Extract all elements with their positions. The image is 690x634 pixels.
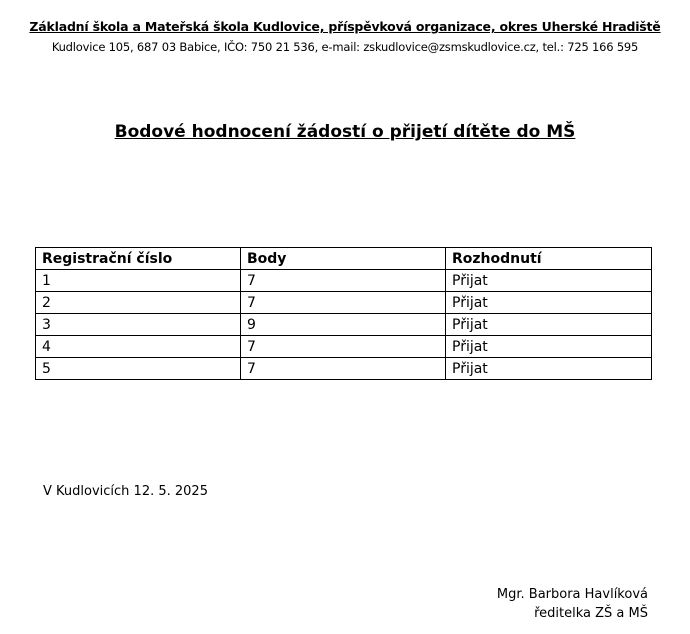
column-header-registration-number: Registrační číslo [36,248,241,270]
points-cell: 9 [241,314,446,336]
table-header-row [36,248,652,270]
school-name: Základní škola a Mateřská škola Kudlovice, příspěvková organizace, okres Uherské Hradiště [29,19,661,34]
column-header-points: Body [241,248,446,270]
school-contact-line: Kudlovice 105, 687 03 Babice, IČO: 750 21 536, e-mail: zskudlovice@zsmskudlovice.cz, tel.: 725 166 595 [51,40,639,54]
table-row [36,314,652,336]
table-row [36,336,652,358]
registration-number-cell: 5 [36,358,241,380]
decision-cell: Přijat [446,270,652,292]
points-cell: 7 [241,358,446,380]
registration-number-cell: 2 [36,292,241,314]
table-row [36,358,652,380]
column-header-decision: Rozhodnutí [446,248,652,270]
place-and-date: V Kudlovicích 12. 5. 2025 [43,484,208,499]
registration-number-cell: 4 [36,336,241,358]
decision-cell: Přijat [446,336,652,358]
document-title: Bodové hodnocení žádostí o přijetí dítěte do MŠ [114,122,576,142]
signature-block [497,585,648,623]
signatory-role: ředitelka ZŠ a MŠ [534,606,648,621]
evaluation-table [35,247,652,380]
decision-cell: Přijat [446,292,652,314]
decision-cell: Přijat [446,314,652,336]
table-row [36,292,652,314]
signatory-name: Mgr. Barbora Havlíková [496,587,648,602]
points-cell: 7 [241,336,446,358]
points-cell: 7 [241,270,446,292]
decision-cell: Přijat [446,358,652,380]
points-cell: 7 [241,292,446,314]
table-row [36,270,652,292]
registration-number-cell: 1 [36,270,241,292]
registration-number-cell: 3 [36,314,241,336]
